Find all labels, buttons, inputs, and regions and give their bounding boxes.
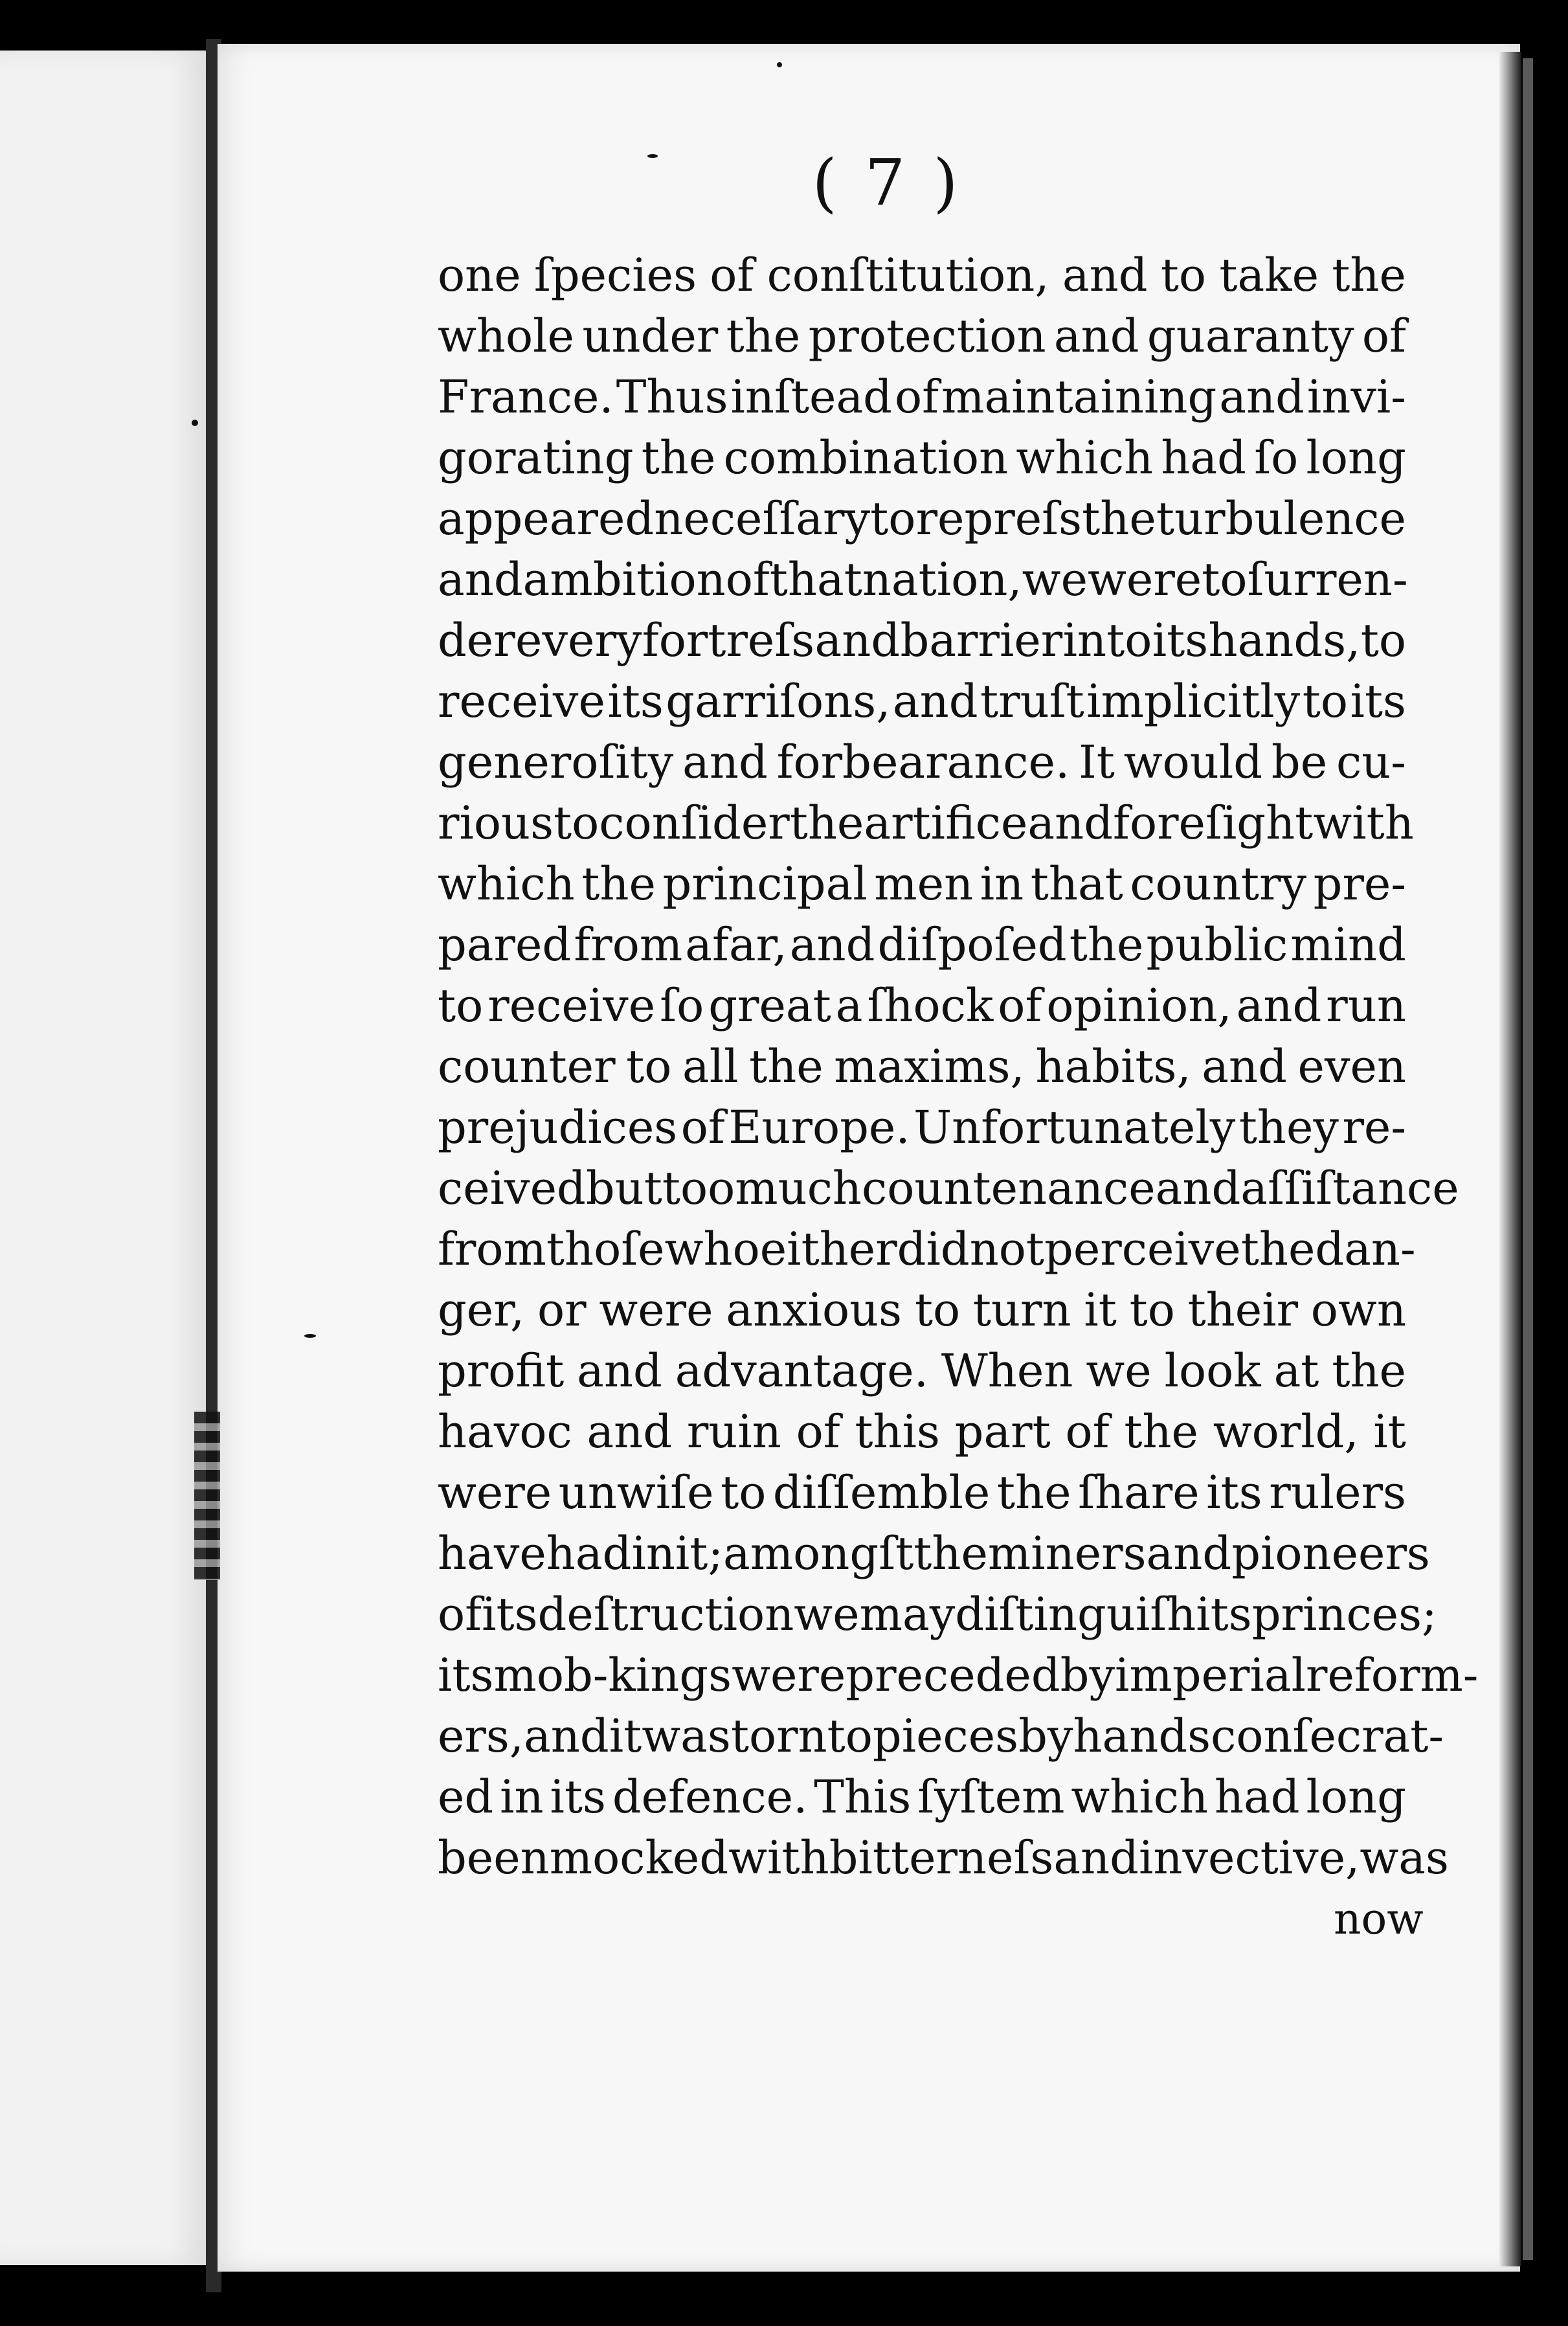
word: aſſiſtance bbox=[1240, 1162, 1459, 1215]
word: we bbox=[1086, 1344, 1152, 1397]
word: and bbox=[1062, 249, 1148, 302]
word: invective, bbox=[1139, 1831, 1360, 1884]
word: the bbox=[996, 1466, 1071, 1519]
word: rulers bbox=[1269, 1466, 1406, 1519]
word: ceived bbox=[438, 1162, 586, 1215]
word: ; bbox=[1422, 1588, 1437, 1641]
ink-speck bbox=[777, 62, 782, 67]
word: to bbox=[1160, 249, 1207, 302]
word: hands bbox=[1073, 1710, 1211, 1763]
word: either bbox=[759, 1223, 897, 1276]
word: diſſemble bbox=[772, 1466, 991, 1519]
text-line bbox=[438, 1827, 1449, 1888]
text-line bbox=[438, 610, 1406, 671]
word: one bbox=[438, 249, 521, 302]
text-line bbox=[438, 1584, 1437, 1645]
text-line bbox=[438, 1523, 1430, 1584]
word: the bbox=[1332, 249, 1406, 302]
word: of bbox=[796, 1405, 840, 1458]
word: receive bbox=[438, 675, 605, 728]
word: barrier bbox=[900, 614, 1063, 667]
word: turbulence bbox=[1156, 492, 1406, 545]
word: Thus bbox=[616, 370, 728, 423]
text-line bbox=[438, 245, 1406, 306]
word: to bbox=[1129, 1283, 1175, 1337]
word: and bbox=[814, 614, 901, 667]
word: at bbox=[1273, 1344, 1319, 1397]
word: hands, bbox=[1208, 614, 1361, 667]
ink-speck bbox=[304, 1334, 316, 1338]
word: from bbox=[438, 1223, 546, 1276]
word: diſtinguiſh bbox=[955, 1588, 1196, 1641]
word: did bbox=[897, 1223, 970, 1276]
binding-stitch-marks bbox=[194, 1412, 220, 1580]
word: and bbox=[1219, 370, 1305, 423]
word: habits, bbox=[1035, 1040, 1191, 1093]
word: deſtruction bbox=[537, 1588, 794, 1641]
word: It bbox=[1079, 736, 1115, 789]
word: it bbox=[1373, 1405, 1406, 1458]
text-line bbox=[438, 1645, 1479, 1706]
text-line bbox=[438, 1219, 1416, 1280]
word: and bbox=[1146, 1527, 1232, 1580]
word: foreſight bbox=[1113, 796, 1314, 850]
text-line bbox=[438, 1280, 1406, 1340]
word: ger, bbox=[438, 1283, 525, 1337]
word: was bbox=[1360, 1831, 1449, 1884]
word: of bbox=[1065, 1405, 1110, 1458]
word: and bbox=[1236, 979, 1322, 1032]
word: fortreſs bbox=[642, 614, 815, 667]
text-line bbox=[438, 1097, 1406, 1158]
word: into bbox=[1062, 614, 1152, 667]
word: and bbox=[682, 736, 768, 789]
word: ſpecies bbox=[533, 249, 697, 302]
catchword: now bbox=[1334, 1894, 1424, 1944]
page-fore-edge bbox=[1523, 58, 1533, 2260]
word: pioneers bbox=[1231, 1527, 1430, 1580]
facing-page bbox=[0, 51, 210, 2265]
word: Europe. bbox=[728, 1101, 910, 1154]
word: not bbox=[969, 1223, 1045, 1276]
text-line bbox=[438, 671, 1406, 732]
word: ed bbox=[438, 1770, 494, 1824]
word: to bbox=[721, 1466, 767, 1519]
word: which bbox=[1016, 431, 1154, 484]
word: inſtead bbox=[730, 370, 892, 423]
word: ruin bbox=[686, 1405, 781, 1458]
word: profit bbox=[438, 1344, 565, 1397]
text-line bbox=[438, 1158, 1459, 1219]
word: it bbox=[1084, 1283, 1117, 1337]
word: mind bbox=[1290, 918, 1406, 971]
word: run bbox=[1326, 979, 1406, 1032]
word: its bbox=[607, 675, 664, 728]
body-text bbox=[438, 245, 1479, 1888]
word: conſecrat- bbox=[1211, 1710, 1444, 1763]
text-line bbox=[438, 853, 1406, 914]
text-line bbox=[438, 427, 1406, 488]
word: appeared bbox=[438, 492, 655, 545]
ink-speck bbox=[192, 420, 198, 426]
word: of bbox=[895, 370, 939, 423]
word: the bbox=[789, 796, 864, 850]
word: counter bbox=[438, 1040, 616, 1093]
word: maintaining bbox=[941, 370, 1217, 423]
word: with bbox=[1313, 796, 1414, 850]
text-line bbox=[438, 1767, 1406, 1827]
word: and bbox=[577, 1344, 662, 1397]
word: in bbox=[631, 1527, 675, 1580]
word: to bbox=[1360, 614, 1406, 667]
word: had bbox=[1214, 1770, 1300, 1824]
word: and bbox=[789, 918, 875, 971]
text-line bbox=[438, 1706, 1444, 1767]
word: long bbox=[1306, 431, 1406, 484]
word: der bbox=[438, 614, 515, 667]
word: and bbox=[438, 553, 523, 606]
word: public bbox=[1146, 918, 1288, 971]
word: generoſity bbox=[438, 736, 674, 789]
word: its bbox=[550, 1770, 606, 1824]
word: long bbox=[1306, 1770, 1406, 1824]
word: or bbox=[537, 1283, 587, 1337]
word: cu- bbox=[1336, 736, 1406, 789]
word: afar, bbox=[685, 918, 787, 971]
word: amongſt bbox=[723, 1527, 914, 1580]
word: havoc bbox=[438, 1405, 572, 1458]
word: ambition bbox=[522, 553, 726, 606]
word: under bbox=[582, 310, 719, 363]
word: thoſe bbox=[546, 1223, 665, 1276]
word: and bbox=[1027, 796, 1114, 850]
word: mob-kings bbox=[493, 1649, 732, 1702]
word: pared bbox=[438, 918, 572, 971]
word: neceſſary bbox=[654, 492, 871, 545]
word: conſtitution, bbox=[767, 249, 1049, 302]
word: in bbox=[500, 1770, 544, 1824]
word: to bbox=[1202, 553, 1248, 606]
word: invi- bbox=[1306, 370, 1406, 423]
text-line bbox=[438, 1401, 1406, 1462]
word: ; bbox=[708, 1527, 724, 1580]
word: and bbox=[1053, 1831, 1139, 1884]
word: had bbox=[1161, 431, 1246, 484]
word: whole bbox=[438, 310, 574, 363]
word: reform- bbox=[1306, 1649, 1479, 1702]
word: rious bbox=[438, 796, 554, 850]
word: look bbox=[1164, 1344, 1261, 1397]
word: and bbox=[1155, 1162, 1241, 1215]
word: advantage. bbox=[675, 1344, 928, 1397]
text-line bbox=[438, 732, 1406, 793]
word: that bbox=[769, 553, 862, 606]
text-line bbox=[438, 793, 1414, 853]
word: the bbox=[1332, 1344, 1406, 1397]
word: receive bbox=[487, 979, 656, 1032]
word: dan- bbox=[1315, 1223, 1416, 1276]
word: it bbox=[675, 1527, 708, 1580]
word: own bbox=[1310, 1283, 1406, 1337]
word: the bbox=[1240, 1223, 1316, 1276]
word: were bbox=[732, 1649, 846, 1702]
word: were bbox=[599, 1283, 713, 1337]
word: pre- bbox=[1313, 857, 1406, 910]
word: we bbox=[1022, 553, 1088, 606]
word: have bbox=[438, 1527, 546, 1580]
word: of bbox=[1361, 310, 1406, 363]
word: protection bbox=[808, 310, 1046, 363]
word: too bbox=[662, 1162, 735, 1215]
word: nation, bbox=[862, 553, 1022, 606]
word: of bbox=[998, 979, 1042, 1032]
word: ers, bbox=[438, 1710, 524, 1763]
word: take bbox=[1219, 249, 1319, 302]
word: a bbox=[835, 979, 863, 1032]
word: the bbox=[1124, 1405, 1198, 1458]
word: artifice bbox=[864, 796, 1028, 850]
word: of bbox=[680, 1101, 725, 1154]
word: torn bbox=[730, 1710, 827, 1763]
word: its bbox=[1206, 1466, 1262, 1519]
word: all bbox=[682, 1040, 739, 1093]
word: and bbox=[892, 675, 978, 728]
word: Unfortunately bbox=[913, 1101, 1236, 1154]
word: truſt bbox=[980, 675, 1084, 728]
word: to bbox=[914, 1283, 961, 1337]
word: combination bbox=[723, 431, 1009, 484]
word: with bbox=[728, 1831, 829, 1884]
word: it bbox=[609, 1710, 642, 1763]
word: ſhare bbox=[1078, 1466, 1200, 1519]
word: defence. bbox=[612, 1770, 808, 1824]
word: the bbox=[726, 310, 801, 363]
word: who bbox=[664, 1223, 760, 1276]
word: much bbox=[735, 1162, 862, 1215]
word: to bbox=[827, 1710, 873, 1763]
text-line bbox=[438, 549, 1406, 610]
word: to bbox=[554, 796, 599, 850]
word: maxims, bbox=[834, 1040, 1025, 1093]
word: part bbox=[954, 1405, 1051, 1458]
word: by bbox=[1060, 1649, 1115, 1702]
word: which bbox=[1071, 1770, 1209, 1824]
word: be bbox=[1271, 736, 1328, 789]
word: its bbox=[1196, 1588, 1252, 1641]
word: bitterneſs bbox=[829, 1831, 1054, 1884]
word: and bbox=[524, 1710, 609, 1763]
word: had bbox=[546, 1527, 632, 1580]
word: to bbox=[1302, 675, 1348, 728]
word: preceded bbox=[846, 1649, 1060, 1702]
word: were bbox=[438, 1466, 552, 1519]
page-number: ( 7 ) bbox=[812, 146, 962, 220]
word: ſo bbox=[1254, 431, 1299, 484]
word: unwiſe bbox=[558, 1466, 714, 1519]
word: that bbox=[1030, 857, 1123, 910]
word: were bbox=[1088, 553, 1202, 606]
word: ſyſtem bbox=[917, 1770, 1065, 1824]
word: its bbox=[1152, 614, 1209, 667]
word: ſurren- bbox=[1247, 553, 1408, 606]
word: When bbox=[941, 1344, 1073, 1397]
word: its bbox=[482, 1588, 538, 1641]
word: ſhock bbox=[867, 979, 994, 1032]
word: its bbox=[438, 1649, 494, 1702]
text-line bbox=[438, 1036, 1406, 1097]
word: of bbox=[725, 553, 770, 606]
word: of bbox=[710, 249, 754, 302]
word: countenance bbox=[862, 1162, 1156, 1215]
text-line bbox=[438, 1340, 1406, 1401]
word: by bbox=[1018, 1710, 1073, 1763]
word: been bbox=[438, 1831, 550, 1884]
word: anxious bbox=[726, 1283, 902, 1337]
word: diſpoſed bbox=[877, 918, 1067, 971]
word: this bbox=[855, 1405, 940, 1458]
word: ſo bbox=[660, 979, 704, 1032]
word: This bbox=[814, 1770, 912, 1824]
word: miners bbox=[987, 1527, 1147, 1580]
word: the bbox=[641, 431, 716, 484]
word: princes bbox=[1251, 1588, 1422, 1641]
word: imperial bbox=[1115, 1649, 1306, 1702]
page-edge-shadow bbox=[1499, 52, 1521, 2266]
text-line bbox=[438, 1462, 1406, 1523]
word: every bbox=[515, 614, 642, 667]
word: of bbox=[438, 1588, 482, 1641]
word: the bbox=[749, 1040, 823, 1093]
word: but bbox=[585, 1162, 662, 1215]
word: repreſs bbox=[915, 492, 1082, 545]
word: their bbox=[1187, 1283, 1299, 1337]
word: principal bbox=[662, 857, 868, 910]
word: and bbox=[587, 1405, 673, 1458]
word: conſider bbox=[599, 796, 790, 850]
text-line bbox=[438, 367, 1406, 427]
word: the bbox=[913, 1527, 988, 1580]
word: the bbox=[1069, 918, 1144, 971]
word: re- bbox=[1342, 1101, 1406, 1154]
word: men bbox=[874, 857, 974, 910]
word: even bbox=[1297, 1040, 1406, 1093]
word: the bbox=[1082, 492, 1156, 545]
word: and bbox=[1053, 310, 1139, 363]
word: its bbox=[1350, 675, 1406, 728]
word: world, bbox=[1213, 1405, 1359, 1458]
text-line bbox=[438, 914, 1406, 975]
word: great bbox=[708, 979, 831, 1032]
ink-speck bbox=[647, 154, 658, 158]
word: France. bbox=[438, 370, 614, 423]
word: to bbox=[438, 979, 484, 1032]
word: forbearance. bbox=[776, 736, 1070, 789]
word: prejudices bbox=[438, 1101, 678, 1154]
text-line bbox=[438, 975, 1406, 1036]
word: may bbox=[859, 1588, 956, 1641]
word: would bbox=[1123, 736, 1263, 789]
word: perceive bbox=[1044, 1223, 1241, 1276]
word: was bbox=[642, 1710, 731, 1763]
word: garriſons, bbox=[666, 675, 891, 728]
word: to bbox=[626, 1040, 672, 1093]
word: we bbox=[794, 1588, 860, 1641]
word: pieces bbox=[872, 1710, 1019, 1763]
word: country bbox=[1130, 857, 1307, 910]
word: to bbox=[870, 492, 916, 545]
word: from bbox=[574, 918, 683, 971]
word: they bbox=[1238, 1101, 1339, 1154]
word: the bbox=[581, 857, 656, 910]
word: which bbox=[438, 857, 575, 910]
word: guaranty bbox=[1147, 310, 1354, 363]
text-line bbox=[438, 488, 1406, 549]
word: mocked bbox=[549, 1831, 729, 1884]
word: gorating bbox=[438, 431, 634, 484]
word: implicitly bbox=[1086, 675, 1301, 728]
word: opinion, bbox=[1046, 979, 1232, 1032]
word: and bbox=[1202, 1040, 1287, 1093]
word: turn bbox=[972, 1283, 1071, 1337]
word: in bbox=[980, 857, 1024, 910]
text-line bbox=[438, 306, 1406, 367]
